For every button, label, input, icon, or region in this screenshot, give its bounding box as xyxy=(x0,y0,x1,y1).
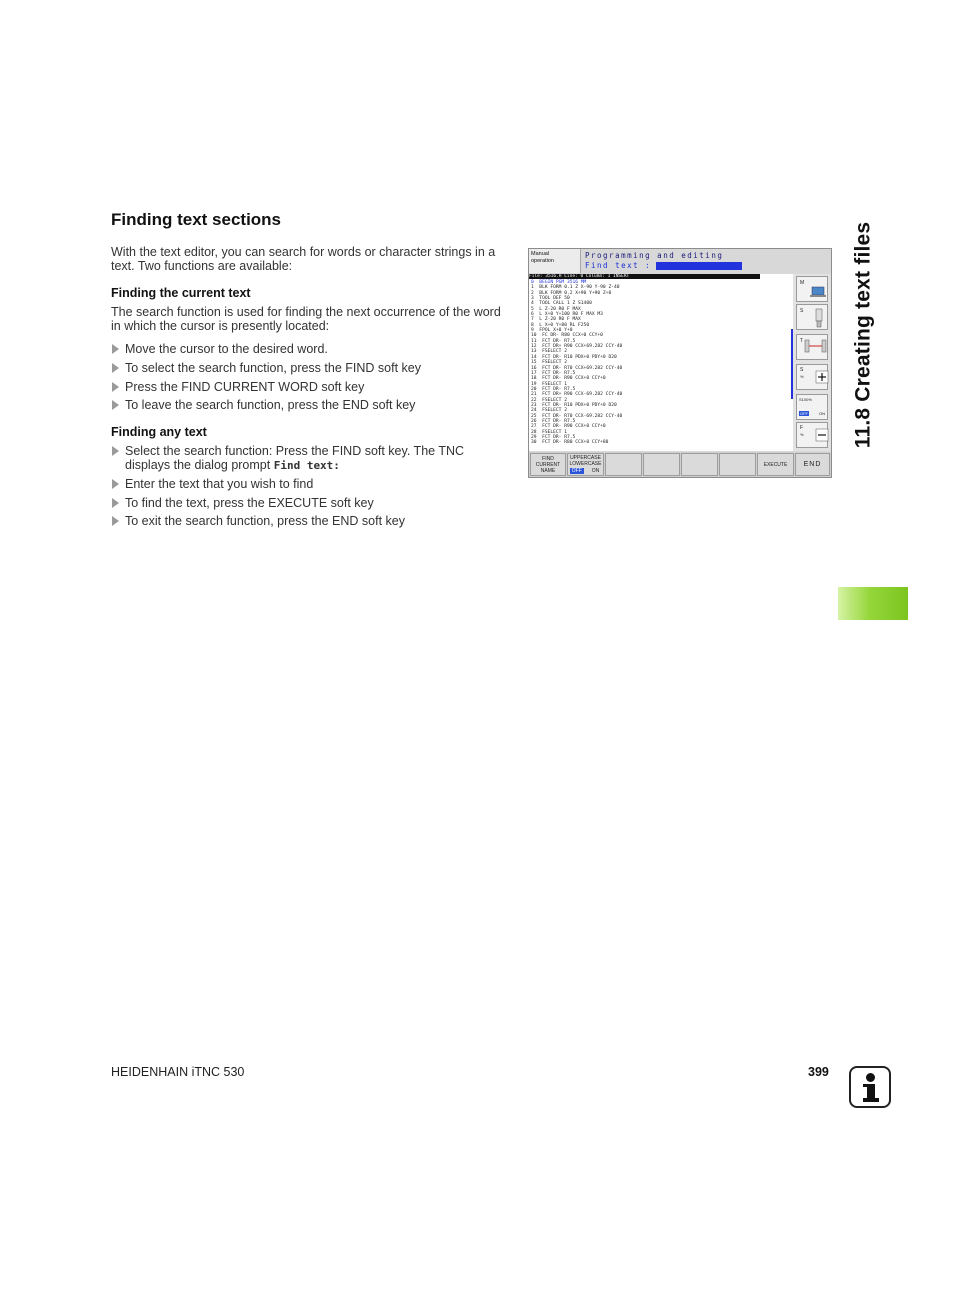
step-item: Select the search function: Press the FIND soft key. The TNC displays the dialog prompt Find text: xyxy=(111,444,491,473)
arrow-icon xyxy=(112,363,119,373)
program-line[interactable]: 15 FSELECT 2 xyxy=(531,360,567,366)
tnc-vertical-softkeys xyxy=(793,274,831,451)
program-line[interactable]: 22 FSELECT 2 xyxy=(531,397,567,403)
current-text-description: The search function is used for finding the next occurrence of the word in which the cursor is presently located: xyxy=(111,305,501,333)
program-line[interactable]: 21 FCT DR+ R90 CCX-69.282 CCY-40 xyxy=(531,392,623,398)
m-function-key[interactable]: M xyxy=(796,276,828,302)
program-line[interactable]: 3 TOOL DEF 50 xyxy=(531,296,570,302)
tnc-header xyxy=(581,249,831,273)
program-line[interactable]: 0 BEGIN PGM 3516 MM xyxy=(531,280,587,285)
program-line[interactable]: 4 TOOL CALL 1 Z S1400 xyxy=(531,301,592,307)
program-line[interactable]: 16 FCT DR- R70 CCX+69.282 CCY-40 xyxy=(531,365,623,371)
step-item: To leave the search function, press the END soft key xyxy=(111,398,511,412)
program-line[interactable]: 8 L X+0 Y+80 RL F250 xyxy=(531,322,590,328)
step-item: Enter the text that you wish to find xyxy=(111,477,511,491)
step-item: Press the FIND CURRENT WORD soft key xyxy=(111,380,511,394)
empty-softkey[interactable] xyxy=(719,453,756,476)
program-line[interactable]: 10 FC DR- R80 CCX+0 CCY+0 xyxy=(531,333,603,339)
program-line[interactable]: 9 FPOL X+0 Y+0 xyxy=(531,328,573,334)
spindle-100-key[interactable]: S100% OFF ON xyxy=(796,394,828,420)
arrow-icon xyxy=(112,382,119,392)
program-line[interactable]: 28 FSELECT 1 xyxy=(531,429,567,435)
step-item: To exit the search function, press the END soft key xyxy=(111,514,511,528)
chapter-color-bar xyxy=(838,587,908,620)
program-line[interactable]: 17 FCT DR- R7.5 xyxy=(531,370,576,376)
program-line[interactable]: 19 FSELECT 1 xyxy=(531,381,567,387)
current-text-heading: Finding the current text xyxy=(111,286,251,300)
s-function-key[interactable]: S xyxy=(796,304,828,330)
find-current-name-softkey[interactable]: FIND CURRENT NAME xyxy=(530,453,566,476)
tnc-program-view xyxy=(529,274,793,451)
section-title: Finding text sections xyxy=(111,210,282,229)
step-item: To find the text, press the EXECUTE soft key xyxy=(111,496,511,510)
tnc-mode-label: Manual operation xyxy=(529,249,581,273)
program-line[interactable]: 25 FCT DR- R70 CCX-69.282 CCY-40 xyxy=(531,413,623,419)
program-line[interactable]: 24 FSELECT 2 xyxy=(531,408,567,414)
arrow-icon xyxy=(112,446,119,456)
program-line[interactable]: 2 BLK FORM 0.2 X+90 Y+90 Z+0 xyxy=(531,290,612,296)
plus-icon xyxy=(797,365,829,391)
uppercase-lowercase-softkey[interactable]: UPPERCASE LOWERCASE OFF ON xyxy=(567,453,604,476)
program-line[interactable]: 27 FCT DR- R90 CCX+0 CCY+0 xyxy=(531,424,606,430)
arrow-icon xyxy=(112,498,119,508)
tool-icon xyxy=(797,305,829,331)
program-line[interactable]: 30 FCT DR- R80 CCX+0 CCY+80 xyxy=(531,440,609,446)
t-function-key[interactable]: T xyxy=(796,334,828,360)
end-softkey[interactable]: END xyxy=(795,453,830,476)
program-line[interactable]: 12 FCT DR+ R90 CCX+69.282 CCY-40 xyxy=(531,344,623,350)
tnc-status-bar: File: 3516.H Line: 0 Column: 1 INSERT xyxy=(529,274,760,279)
info-icon xyxy=(849,1066,891,1108)
arrow-icon xyxy=(112,400,119,410)
tnc-find-prompt: Find text : xyxy=(585,261,652,270)
empty-softkey[interactable] xyxy=(681,453,718,476)
page-number: 399 xyxy=(808,1065,829,1079)
chapter-side-tab: 11.8 Creating text files xyxy=(851,221,874,449)
feed-override-key[interactable]: F % xyxy=(796,422,828,448)
execute-softkey[interactable]: EXECUTE xyxy=(757,453,794,476)
step-item: Move the cursor to the desired word. xyxy=(111,342,511,356)
program-line[interactable]: 20 FCT DR- R7.5 xyxy=(531,386,576,392)
spindle-icon xyxy=(797,277,829,303)
spindle-override-key[interactable]: S % xyxy=(796,364,828,390)
tnc-screenshot xyxy=(528,248,832,478)
dialog-prompt: Find text: xyxy=(273,459,340,472)
program-line[interactable]: 1 BLK FORM 0.1 Z X-90 Y-90 Z-40 xyxy=(531,285,620,291)
program-line[interactable]: 7 L Z-20 R0 F MAX xyxy=(531,317,581,323)
minus-icon xyxy=(797,423,829,449)
footer-product-name: HEIDENHAIN iTNC 530 xyxy=(111,1065,245,1079)
program-line[interactable]: 14 FCT DR- R10 PDX+0 PDY+0 D20 xyxy=(531,354,617,360)
empty-softkey[interactable] xyxy=(643,453,680,476)
tnc-header-title: Programming and editing xyxy=(585,251,724,260)
tnc-find-input[interactable] xyxy=(656,262,742,270)
step-item: To select the search function, press the FIND soft key xyxy=(111,361,511,375)
program-line[interactable]: 18 FCT DR- R90 CCX+0 CCY+0 xyxy=(531,376,606,382)
empty-softkey[interactable] xyxy=(605,453,642,476)
program-line[interactable]: 23 FCT DR- R10 PDX+0 PDY+0 D20 xyxy=(531,402,617,408)
tnc-softkey-row xyxy=(529,452,831,477)
program-line[interactable]: 6 L X+0 Y+100 R0 F MAX M3 xyxy=(531,312,603,318)
program-line[interactable]: 13 FSELECT 2 xyxy=(531,349,567,355)
program-line[interactable]: 5 L Z-20 R0 F MAX xyxy=(531,306,581,312)
program-line[interactable]: 11 FCT DR- R7.5 xyxy=(531,338,576,344)
program-line[interactable]: 26 FCT DR- R7.5 xyxy=(531,418,576,424)
tool-axis-icon xyxy=(797,335,829,361)
intro-paragraph: With the text editor, you can search for words or character strings in a text. Two functions are available: xyxy=(111,245,496,273)
arrow-icon xyxy=(112,479,119,489)
tnc-program-lines xyxy=(531,280,622,446)
arrow-icon xyxy=(112,344,119,354)
program-line[interactable]: 29 FCT DR- R7.5 xyxy=(531,434,576,440)
arrow-icon xyxy=(112,516,119,526)
any-text-heading: Finding any text xyxy=(111,425,207,439)
